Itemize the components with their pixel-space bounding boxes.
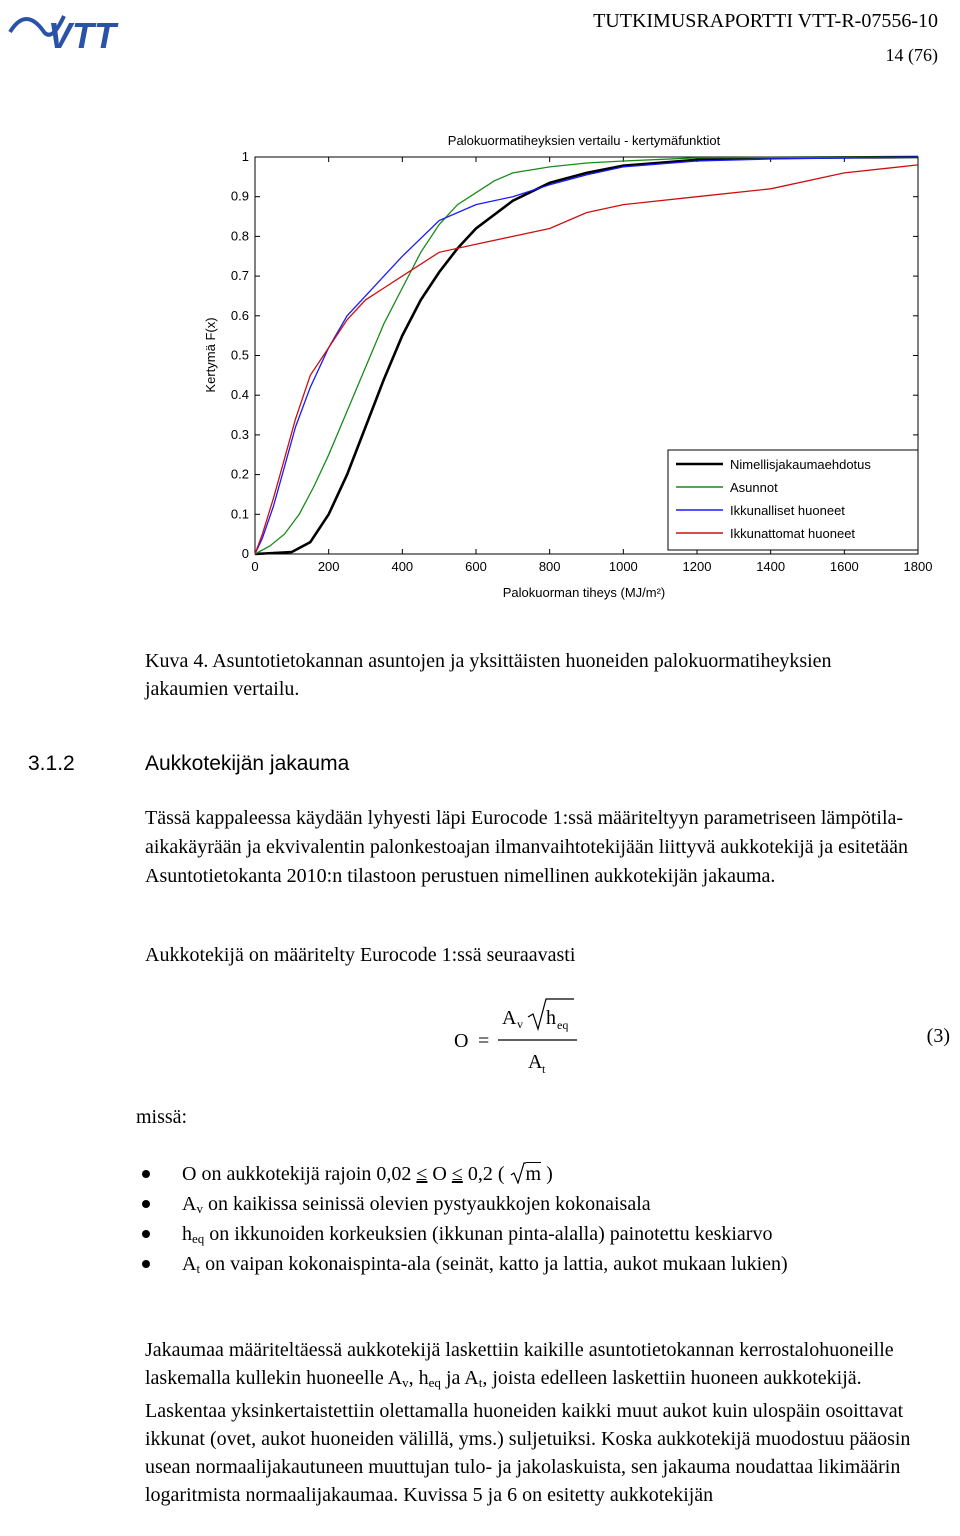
legend-label: Asunnot: [730, 480, 778, 495]
y-tick-label: 0.1: [230, 506, 249, 522]
y-tick-label: 1: [241, 149, 249, 164]
bullet-dot: [142, 1230, 150, 1238]
formula-den-sub: t: [542, 1062, 546, 1076]
cdf-chart: [195, 122, 940, 617]
y-tick-label: 0.9: [230, 188, 249, 204]
x-tick-label: 1400: [756, 559, 786, 574]
figure-caption: Kuva 4. Asuntotietokannan asuntojen ja yksittäisten huoneiden palokuormatiheyksien jakaumien vertailu.: [145, 650, 832, 700]
list-item: $A_v$ on kaikissa seinissä olevien pystyaukkojen kokonaisala: [136, 1189, 788, 1219]
y-tick-label: 0: [241, 546, 249, 561]
y-tick-label: 0.3: [230, 426, 249, 442]
list-item: O on aukkotekijä rajoin 0,02 ≤ O ≤ 0,2 ( m ): [136, 1159, 788, 1189]
legend-label: Nimellisjakaumaehdotus: [730, 457, 871, 472]
y-tick-label: 0.6: [230, 307, 249, 323]
legend-label: Ikkunattomat huoneet: [730, 526, 856, 541]
y-tick-label: 0.7: [230, 268, 249, 284]
x-axis-label: Palokuorman tiheys (MJ/m²): [502, 585, 666, 600]
formula-equals: =: [478, 1030, 490, 1052]
x-tick-label: 1600: [829, 559, 859, 574]
equation-number: (3): [926, 1025, 950, 1047]
y-tick-label: 0.8: [230, 228, 249, 244]
bullet-dot: [142, 1200, 150, 1208]
y-tick-label: 0.2: [230, 466, 249, 482]
formula-num-a: A: [502, 1007, 517, 1029]
x-tick-label: 1000: [608, 559, 638, 574]
list-item: $A_t$ on vaipan kokonaispinta-ala (seinät, katto ja lattia, aukot mukaan lukien): [136, 1249, 788, 1279]
paragraph-definition: Aukkotekijä on määritelty Eurocode 1:ssä seuraavasti: [145, 944, 576, 966]
x-tick-label: 600: [465, 559, 487, 574]
formula-lhs: O: [454, 1030, 469, 1052]
bullet-dot: [142, 1170, 150, 1178]
x-tick-label: 800: [538, 559, 561, 574]
sqrt-icon: [510, 1159, 526, 1189]
section-number: 3.1.2: [28, 752, 75, 775]
y-axis-label: Kertymä F(x): [203, 317, 218, 393]
where-label: missä:: [136, 1106, 188, 1128]
legend: [668, 450, 918, 550]
y-tick-label: 0.4: [230, 387, 249, 403]
y-tick-label: 0.5: [230, 347, 249, 363]
page-number: 14 (76): [885, 45, 938, 65]
paragraph-intro: Tässä kappaleessa käydään lyhyesti läpi Eurocode 1:ssä määriteltyyn parametriseen lämpötila-aikakäyrään ja ekvivalentin palonkestoajan ilmanvaihtotekijään liittyvä aukkotekijä ja esitetään Asuntotietokanta 2010:n tilastoon perustuen nimellinen aukkotekijän jakauma.: [145, 807, 909, 887]
chart-title: Palokuormatiheyksien vertailu - kertymäfunktiot: [447, 133, 721, 148]
vtt-logo: [6, 2, 166, 59]
x-tick-label: 0: [251, 559, 259, 574]
formula-den: A: [528, 1051, 543, 1073]
formula-num-h: h: [546, 1007, 556, 1029]
report-code: TUTKIMUSRAPORTTI VTT-R-07556-10: [593, 10, 938, 32]
paragraph-method: Jakaumaa määriteltäessä aukkotekijä laskettiin kaikille asuntotietokannan kerrostalohuoneille laskemalla kullekin huoneelle $A_v$, $h_{eq}$ ja $A_t$, joista edelleen laskettiin huoneen aukkotekijä. Laskentaa yksinkertaistettiin olettamalla huoneiden kaikki muut aukot kuin ulospäin osoittavat ikkunat (ovet, aukot huoneiden välillä, yms.) suljetuiksi. Koska aukkotekijä muodostuu pääosin usean normaalijakautuneen muuttujan tulo- ja jakolaskuista, sen jakauma noudattaa likimäärin logaritmista normaalijakaumaa. Kuvissa 5 ja 6 on esitetty aukkotekijän: [145, 1339, 911, 1506]
x-tick-label: 200: [317, 559, 340, 574]
logo-text: VTT: [48, 15, 116, 54]
bullet-dot: [142, 1260, 150, 1268]
x-tick-label: 400: [391, 559, 414, 574]
x-tick-label: 1200: [682, 559, 712, 574]
definition-list: [136, 1159, 788, 1279]
formula-num-h-sub: eq: [557, 1018, 569, 1032]
legend-label: Ikkunalliset huoneet: [730, 503, 845, 518]
section-title: Aukkotekijän jakauma: [145, 752, 350, 775]
x-tick-label: 1800: [903, 559, 933, 574]
list-item: $h_{eq}$ on ikkunoiden korkeuksien (ikkunan pinta-alalla) painotettu keskiarvo: [136, 1219, 788, 1249]
formula-num-a-sub: v: [517, 1017, 523, 1031]
formula: [440, 995, 620, 1091]
